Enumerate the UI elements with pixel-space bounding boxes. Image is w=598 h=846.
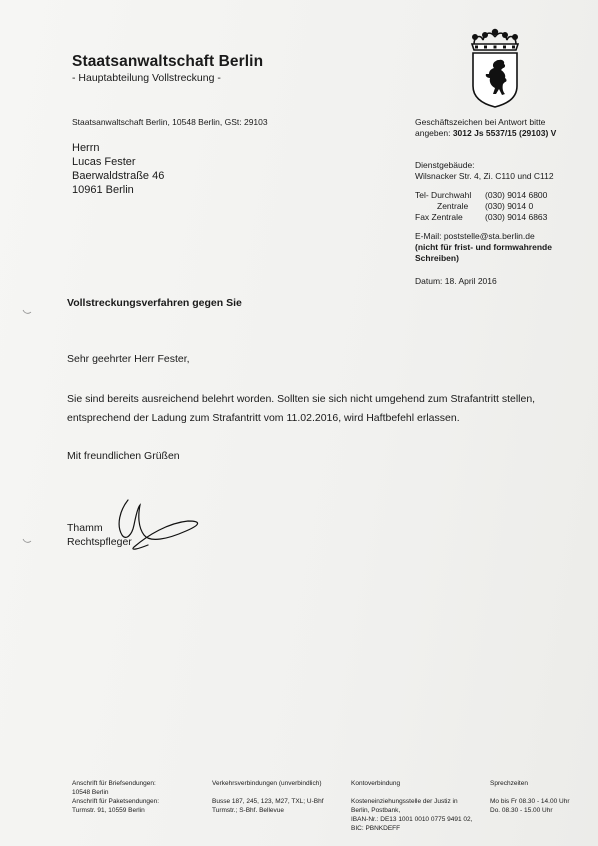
footer-transport-label: Verkehrsverbindungen (unverbindlich) — [212, 780, 322, 787]
punch-hole-mark-icon — [22, 309, 32, 315]
footer-parcel-address: Turmstr. 91, 10559 Berlin — [72, 807, 145, 814]
handwritten-signature-icon — [108, 495, 208, 555]
office-address: Wilsnacker Str. 4, Zi. C110 und C112 — [415, 171, 554, 181]
fax-label: Fax Zentrale — [415, 212, 463, 222]
punch-hole-mark-icon — [22, 538, 32, 544]
footer-transport-rail: Turmstr.; S-Bhf. Bellevue — [212, 807, 285, 814]
department-subtitle: - Hauptabteilung Vollstreckung - — [72, 72, 221, 84]
recipient-line-2: Lucas Fester — [72, 156, 136, 168]
footer-postal-address: 10548 Berlin — [72, 789, 109, 796]
reference-label: Geschäftszeichen bei Antwort bitte — [415, 117, 546, 127]
office-label: Dienstgebäude: — [415, 160, 475, 170]
recipient-line-1: Herrn — [72, 142, 100, 154]
closing: Mit freundlichen Grüßen — [67, 450, 180, 462]
footer-account-label: Kontoverbindung — [351, 780, 401, 787]
footer-iban: IBAN-Nr.: DE13 1001 0010 0775 9491 02, — [351, 816, 473, 823]
email-line — [415, 231, 535, 242]
footer-postal-label: Anschrift für Briefsendungen: — [72, 780, 156, 787]
email-label: E-Mail: — [415, 231, 442, 241]
letter-date: Datum: 18. April 2016 — [415, 276, 497, 286]
footer-parcel-label: Anschrift für Paketsendungen: — [72, 798, 160, 805]
body-line-2: entsprechend der Ladung zum Strafantritt vom 11.02.2016, wird Haftbefehl erlassen. — [67, 412, 460, 424]
body-line-1: Sie sind bereits ausreichend belehrt worden. Sollten sie sich nicht umgehend zum Strafantritt stellen, — [67, 393, 536, 405]
footer-hours-label: Sprechzeiten — [490, 780, 528, 787]
email-note-1: (nicht für frist- und formwahrende — [415, 242, 552, 252]
authority-title: Staatsanwaltschaft Berlin — [72, 53, 264, 70]
recipient-line-4: 10961 Berlin — [72, 184, 134, 196]
fax-number: (030) 9014 6863 — [485, 212, 548, 222]
footer-transport-bus: Busse 187, 245, 123, M27, TXL; U-Bhf — [212, 798, 324, 805]
footer-hours-thursday: Do. 08.30 - 15.00 Uhr — [490, 807, 553, 814]
reference-prefix: angeben: — [415, 128, 451, 138]
footer-bic: BIC: PBNKDEFF — [351, 825, 401, 832]
berlin-coat-of-arms-icon — [469, 28, 521, 108]
footer-account-holder: Kosteneinziehungsstelle der Justiz in — [351, 798, 458, 805]
signatory-name: Thamm — [67, 522, 103, 534]
subject-line: Vollstreckungsverfahren gegen Sie — [67, 297, 242, 309]
reference-number: 3012 Js 5537/15 (29103) V — [452, 128, 557, 138]
footer-hours-weekdays: Mo bis Fr 08.30 - 14.00 Uhr — [490, 798, 570, 805]
phone-direct-label: Tel- Durchwahl — [415, 190, 472, 200]
footer-account-bank: Berlin, Postbank, — [351, 807, 401, 814]
sender-return-address: Staatsanwaltschaft Berlin, 10548 Berlin, GSt: 29103 — [72, 117, 268, 127]
phone-direct-number: (030) 9014 6800 — [485, 190, 548, 200]
phone-central-label: Zentrale — [437, 201, 469, 211]
email-note-2: Schreiben) — [415, 253, 459, 263]
signatory-title: Rechtspfleger — [67, 536, 132, 548]
reference-line — [415, 128, 556, 139]
phone-central-number: (030) 9014 0 — [485, 201, 534, 211]
salutation: Sehr geehrter Herr Fester, — [67, 353, 190, 365]
recipient-line-3: Baerwaldstraße 46 — [72, 170, 165, 182]
email-address[interactable]: poststelle@sta.berlin.de — [443, 231, 535, 241]
